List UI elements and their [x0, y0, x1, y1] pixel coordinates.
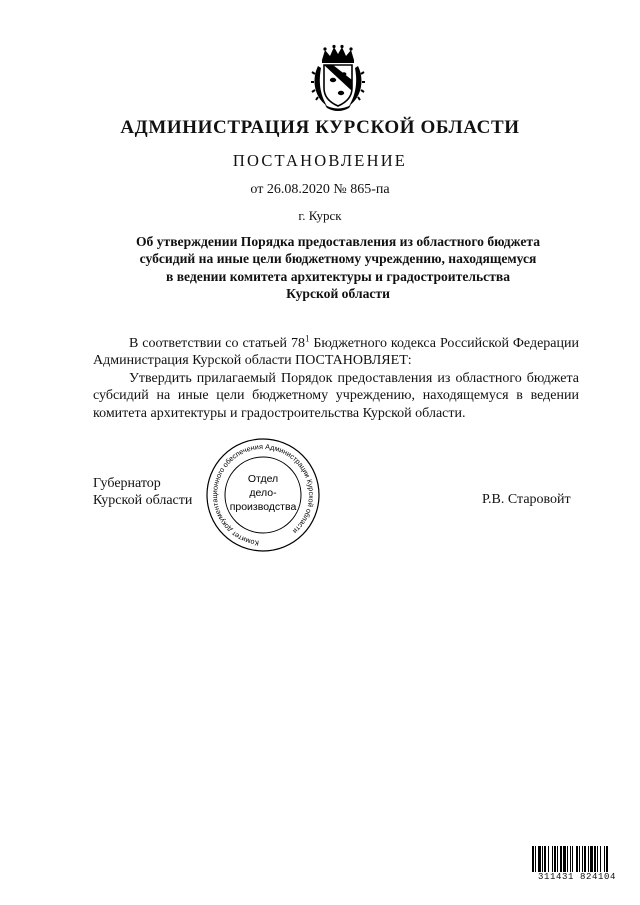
barcode-bar	[600, 846, 601, 872]
organization-heading: АДМИНИСТРАЦИЯ КУРСКОЙ ОБЛАСТИ	[120, 117, 520, 138]
barcode-bar	[557, 846, 558, 872]
barcode-bar	[588, 846, 589, 872]
article-superscript: 1	[304, 333, 310, 344]
document-title-line: в ведении комитета архитектуры и градостроительства	[165, 268, 511, 284]
barcode-bar	[548, 846, 549, 872]
body-paragraph-1-end: Бюджетного кодекса Российской Федерации Администрация Курской области ПОСТАНОВЛЯЕТ:	[93, 336, 579, 369]
barcode-bar	[570, 846, 571, 872]
stamp-ring-text: Комитет документационного обеспечения Администрации Курской области	[209, 441, 317, 548]
barcode-bar	[590, 846, 593, 872]
barcode-bar	[584, 846, 586, 872]
office-stamp	[196, 438, 330, 554]
barcode-bar	[606, 846, 608, 872]
barcode-number: 311431 824104	[532, 872, 622, 882]
barcode-bar	[535, 846, 536, 872]
body-paragraph-1	[93, 335, 579, 370]
document-body	[93, 335, 579, 422]
signatory-name: Р.В. Старовойт	[482, 492, 571, 507]
signatory-role-line: Губернатор	[93, 476, 161, 491]
document-date-number: от 26.08.2020 № 865-па	[250, 182, 390, 197]
body-paragraph-2: Утвердить прилагаемый Порядок предоставления из областного бюджета субсидий на иные цели бюджетному учреждению, находящемуся в ведении комитета архитектуры и градостроительства Курской области.	[93, 370, 579, 421]
barcode-bar	[597, 846, 598, 872]
barcode-bar	[604, 846, 605, 872]
barcode-bar	[532, 846, 534, 872]
barcode-bar	[560, 846, 562, 872]
document-title-line: Курской области	[286, 285, 390, 301]
document-title-line: субсидий на иные цели бюджетному учреждению, находящемуся	[139, 251, 537, 267]
barcode-bar	[563, 846, 566, 872]
barcode-bar	[572, 846, 573, 872]
document-title-line: Об утверждении Порядка предоставления из областного бюджета	[135, 234, 541, 249]
barcode-bar	[567, 846, 568, 872]
document-city: г. Курск	[298, 208, 342, 223]
document-title	[100, 233, 576, 302]
barcode-bar	[538, 846, 541, 872]
stamp-center-line: Отдел	[247, 473, 279, 485]
body-paragraph-1-start: В соответствии со статьей 78	[129, 336, 305, 351]
stamp-center-line: дело-	[249, 487, 277, 499]
barcode-bar	[576, 846, 578, 872]
barcode-bar	[594, 846, 596, 872]
barcode-bar	[542, 846, 543, 872]
document-type-heading: ПОСТАНОВЛЕНИЕ	[232, 151, 408, 170]
stamp-center-line: производства	[229, 501, 297, 513]
barcode-bar	[582, 846, 583, 872]
barcode-bar	[554, 846, 556, 872]
barcode-bar	[544, 846, 546, 872]
signatory-role	[93, 475, 192, 510]
signatory-role-line: Курской области	[93, 493, 193, 509]
barcode-bar	[579, 846, 580, 872]
barcode-bar	[552, 846, 553, 872]
coat-of-arms-emblem	[311, 44, 365, 112]
